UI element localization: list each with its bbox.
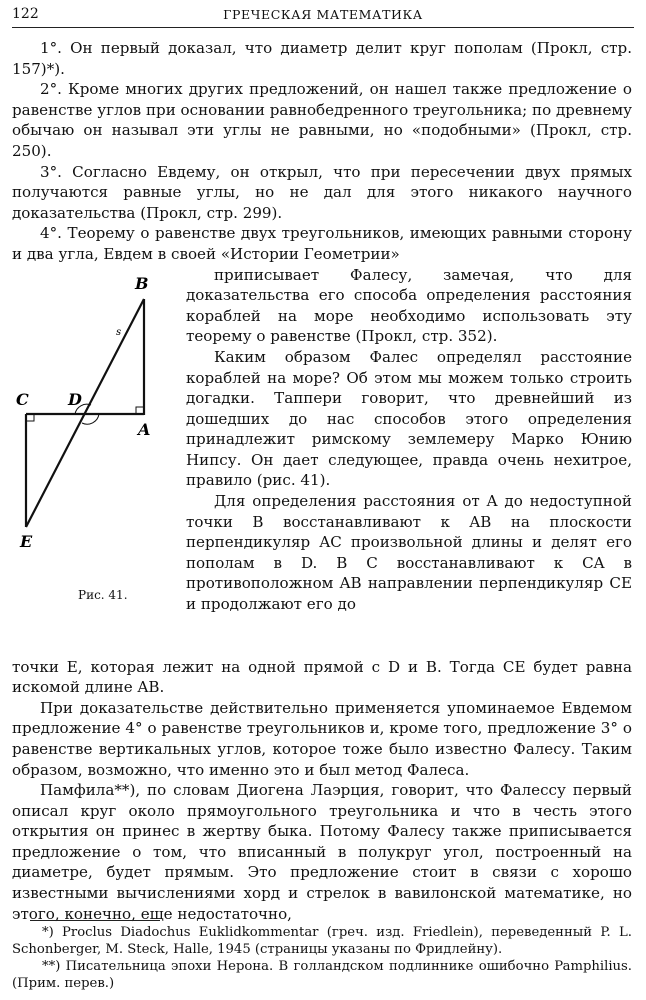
page-header — [12, 6, 634, 28]
paragraph-3: 3°. Согласно Евдему, он открыл, что при пересечении двух прямых получаются равные углы, но не дал для этого никакого научного доказательства (Прокл, стр. 299). — [12, 162, 632, 222]
paragraph-2: 2°. Кроме многих других предложений, он нашел также предложение о равенстве углов при основании равнобедренного треугольника; по древнему обычаю он называл эти углы не равными, но «подобными» (Прокл, стр. 250). — [12, 80, 632, 160]
paragraph-6-continued: точки E, которая лежит на одной прямой с D и B. Тогда CE будет равна искомой длине AB. — [12, 657, 632, 697]
label-a: A — [138, 419, 151, 439]
label-b: B — [135, 273, 149, 293]
paragraph-7: При доказательстве действительно применяется упоминаемое Евдемом предложение 4° о равенстве треугольников и, кроме того, предложение 3° о равенстве вертикальных углов, которое тоже было известно Фалесу. Таким образом, возможно, что именно это и был метод Фалеса. — [12, 698, 632, 779]
wrapped-text-column — [186, 265, 632, 615]
label-small-mark: s — [116, 326, 122, 338]
footnote-1: *) Proclus Diadochus Euklidkommentar (греч. изд. Friedlein), переведенный P. L. Schonberger, M. Steck, Halle, 1945 (страницы указаны по Фридлейну). — [12, 925, 632, 957]
label-e: E — [20, 531, 33, 551]
main-text — [12, 38, 632, 924]
label-c: C — [16, 389, 29, 409]
figure-caption: Рис. 41. — [78, 587, 128, 602]
page-number: 122 — [12, 6, 39, 22]
paragraph-5: Каким образом Фалес определял расстояние кораблей на море? Об этом мы можем только строить догадки. Таппери говорит, что древнейший из дошедших до нас способов этого определения принадлежит римскому землемеру Марко Юнию Нипсу. Он дает следующее, правда очень нехитрое, правило (рис. 41). — [186, 347, 632, 490]
paragraph-4-continued: приписывает Фалесу, замечая, что для доказательства его способа определения расстояния кораблей на море необходимо использовать эту теорему о равенстве (Прокл, стр. 352). — [186, 265, 632, 346]
paragraph-4-full-width: 4°. Теорему о равенстве двух треугольников, имеющих равными сторону и два угла, Евдем в своей «Истории Геометрии» — [12, 224, 632, 263]
paragraph-1: 1°. Он первый доказал, что диаметр делит круг пополам (Прокл, стр. 157)*). — [12, 39, 632, 78]
running-title: ГРЕЧЕСКАЯ МАТЕМАТИКА — [223, 7, 423, 22]
footnote-rule — [30, 920, 160, 921]
figure-wrap-block — [12, 265, 632, 657]
paragraph-8: Памфила**), по словам Диогена Лаэрция, говорит, что Фалессу первый описал круг около прямоугольного треугольника и что в честь этого открытия он принес в жертву быка. Потому Фалесу также приписывается предложение о том, что вписанный в полукруг угол, построенный на диаметре, будет прямым. Это предложение стоит в связи с хорошо известными вычислениями хорд и стрелок в вавилонской математике, но этого, конечно, еще недостаточно, — [12, 781, 632, 923]
paragraph-6-wrapped: Для определения расстояния от A до недоступной точки B восстанавливают к AB на плоскости перпендикуляр AC произвольной длины и делят его пополам в D. В C восстанавливают к CA в противоположном AB направлении перпендикуляр CE и продолжают его до — [186, 492, 632, 614]
footnote-2: **) Писательница эпохи Нерона. В голландском подлиннике ошибочно Pamphilius. (Прим. перев.) — [12, 959, 632, 991]
figure-41 — [12, 265, 182, 657]
header-rule — [12, 27, 634, 28]
label-d: D — [68, 389, 82, 409]
footnotes — [12, 924, 632, 992]
